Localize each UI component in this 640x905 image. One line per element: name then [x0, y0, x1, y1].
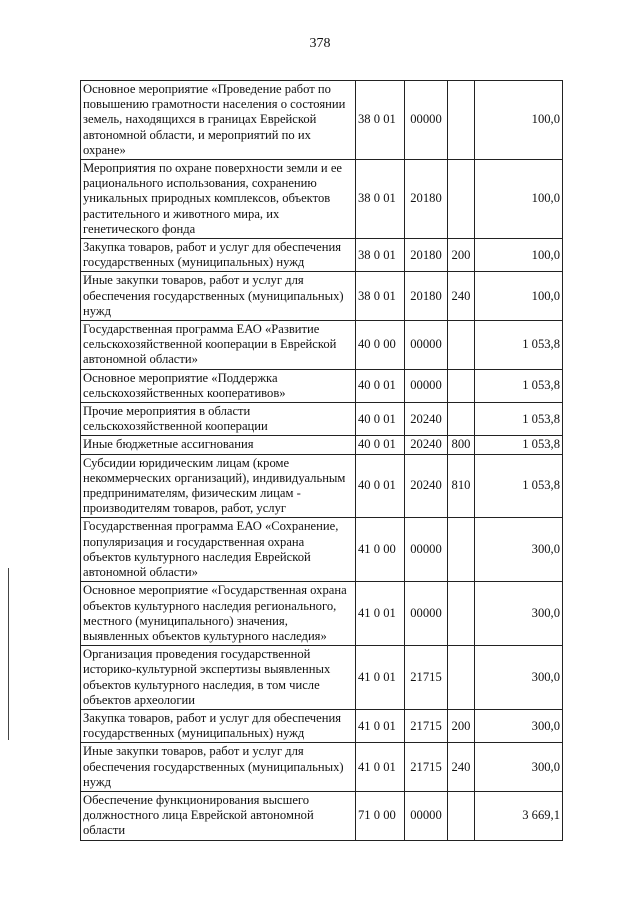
row-description: Закупка товаров, работ и услуг для обеспечения государственных (муниципальных) нужд — [81, 709, 356, 742]
row-description: Государственная программа ЕАО «Сохранение, популяризация и государственная охрана объектов культурного наследия Еврейской автономной области» — [81, 518, 356, 582]
row-expense-type: 810 — [448, 454, 475, 518]
row-program-code: 38 0 01 — [356, 81, 405, 160]
table-row — [81, 239, 563, 272]
row-direction-code: 00000 — [405, 369, 448, 402]
table-row — [81, 321, 563, 370]
row-direction-code: 20240 — [405, 403, 448, 436]
row-description: Иные бюджетные ассигнования — [81, 436, 356, 454]
row-program-code: 40 0 01 — [356, 369, 405, 402]
row-direction-code: 00000 — [405, 582, 448, 646]
table-row — [81, 81, 563, 160]
row-expense-type: 240 — [448, 272, 475, 321]
table-row — [81, 709, 563, 742]
table-row — [81, 436, 563, 454]
row-amount: 1 053,8 — [475, 403, 563, 436]
row-description: Субсидии юридическим лицам (кроме некоммерческих организаций), индивидуальным предпринимателям, физическим лицам - производителям товаров, работ, услуг — [81, 454, 356, 518]
row-amount: 300,0 — [475, 518, 563, 582]
row-expense-type: 800 — [448, 436, 475, 454]
row-program-code: 38 0 01 — [356, 160, 405, 239]
row-amount: 300,0 — [475, 646, 563, 710]
row-expense-type — [448, 791, 475, 840]
row-expense-type — [448, 81, 475, 160]
table-row — [81, 743, 563, 792]
table-row — [81, 791, 563, 840]
row-expense-type: 200 — [448, 709, 475, 742]
row-amount: 1 053,8 — [475, 321, 563, 370]
row-expense-type — [448, 369, 475, 402]
row-description: Обеспечение функционирования высшего должностного лица Еврейской автономной области — [81, 791, 356, 840]
row-expense-type — [448, 646, 475, 710]
row-amount: 100,0 — [475, 160, 563, 239]
row-amount: 300,0 — [475, 582, 563, 646]
table-row — [81, 454, 563, 518]
row-amount: 3 669,1 — [475, 791, 563, 840]
row-description: Основное мероприятие «Поддержка сельскохозяйственных кооперативов» — [81, 369, 356, 402]
table-row — [81, 160, 563, 239]
page-number: 378 — [309, 36, 331, 51]
row-program-code: 40 0 01 — [356, 403, 405, 436]
row-direction-code: 00000 — [405, 321, 448, 370]
row-program-code: 40 0 00 — [356, 321, 405, 370]
row-direction-code: 21715 — [405, 646, 448, 710]
row-description: Мероприятия по охране поверхности земли и ее рационального использования, сохранению уникальных природных комплексов, объектов растительного и животного мира, их генетического фонда — [81, 160, 356, 239]
table-row — [81, 518, 563, 582]
row-expense-type: 240 — [448, 743, 475, 792]
row-description: Прочие мероприятия в области сельскохозяйственной кооперации — [81, 403, 356, 436]
row-program-code: 41 0 01 — [356, 709, 405, 742]
row-direction-code: 20240 — [405, 436, 448, 454]
table-row — [81, 369, 563, 402]
row-amount: 100,0 — [475, 239, 563, 272]
row-program-code: 71 0 00 — [356, 791, 405, 840]
table-row — [81, 646, 563, 710]
row-expense-type — [448, 160, 475, 239]
row-description: Государственная программа ЕАО «Развитие сельскохозяйственной кооперации в Еврейской автономной области» — [81, 321, 356, 370]
budget-table-body — [81, 81, 563, 841]
row-amount: 1 053,8 — [475, 454, 563, 518]
row-description: Основное мероприятие «Государственная охрана объектов культурного наследия регионального, местного (муниципального) значения, выявленных объектов культурного наследия» — [81, 582, 356, 646]
row-description: Основное мероприятие «Проведение работ по повышению грамотности населения о состоянии земель, находящихся в границах Еврейской автономной области, и мероприятий по их охране» — [81, 81, 356, 160]
row-program-code: 40 0 01 — [356, 436, 405, 454]
row-amount: 300,0 — [475, 709, 563, 742]
row-amount: 300,0 — [475, 743, 563, 792]
table-row — [81, 582, 563, 646]
row-direction-code: 20240 — [405, 454, 448, 518]
row-expense-type: 200 — [448, 239, 475, 272]
row-description: Закупка товаров, работ и услуг для обеспечения государственных (муниципальных) нужд — [81, 239, 356, 272]
row-description: Организация проведения государственной историко-культурной экспертизы выявленных объектов культурного наследия, в том числе объектов археологии — [81, 646, 356, 710]
row-direction-code: 00000 — [405, 518, 448, 582]
row-description: Иные закупки товаров, работ и услуг для обеспечения государственных (муниципальных) нужд — [81, 272, 356, 321]
row-program-code: 41 0 01 — [356, 646, 405, 710]
row-program-code: 41 0 00 — [356, 518, 405, 582]
row-program-code: 38 0 01 — [356, 239, 405, 272]
row-expense-type — [448, 582, 475, 646]
table-row — [81, 403, 563, 436]
row-expense-type — [448, 518, 475, 582]
row-description: Иные закупки товаров, работ и услуг для обеспечения государственных (муниципальных) нужд — [81, 743, 356, 792]
row-amount: 100,0 — [475, 81, 563, 160]
row-program-code: 40 0 01 — [356, 454, 405, 518]
row-program-code: 41 0 01 — [356, 743, 405, 792]
row-expense-type — [448, 403, 475, 436]
row-direction-code: 20180 — [405, 272, 448, 321]
row-direction-code: 20180 — [405, 239, 448, 272]
table-row — [81, 272, 563, 321]
row-direction-code: 20180 — [405, 160, 448, 239]
row-amount: 1 053,8 — [475, 369, 563, 402]
row-direction-code: 21715 — [405, 743, 448, 792]
row-direction-code: 21715 — [405, 709, 448, 742]
budget-table — [80, 80, 563, 841]
row-amount: 100,0 — [475, 272, 563, 321]
row-amount: 1 053,8 — [475, 436, 563, 454]
row-direction-code: 00000 — [405, 791, 448, 840]
row-program-code: 41 0 01 — [356, 582, 405, 646]
row-direction-code: 00000 — [405, 81, 448, 160]
margin-rule — [8, 568, 9, 740]
row-program-code: 38 0 01 — [356, 272, 405, 321]
row-expense-type — [448, 321, 475, 370]
